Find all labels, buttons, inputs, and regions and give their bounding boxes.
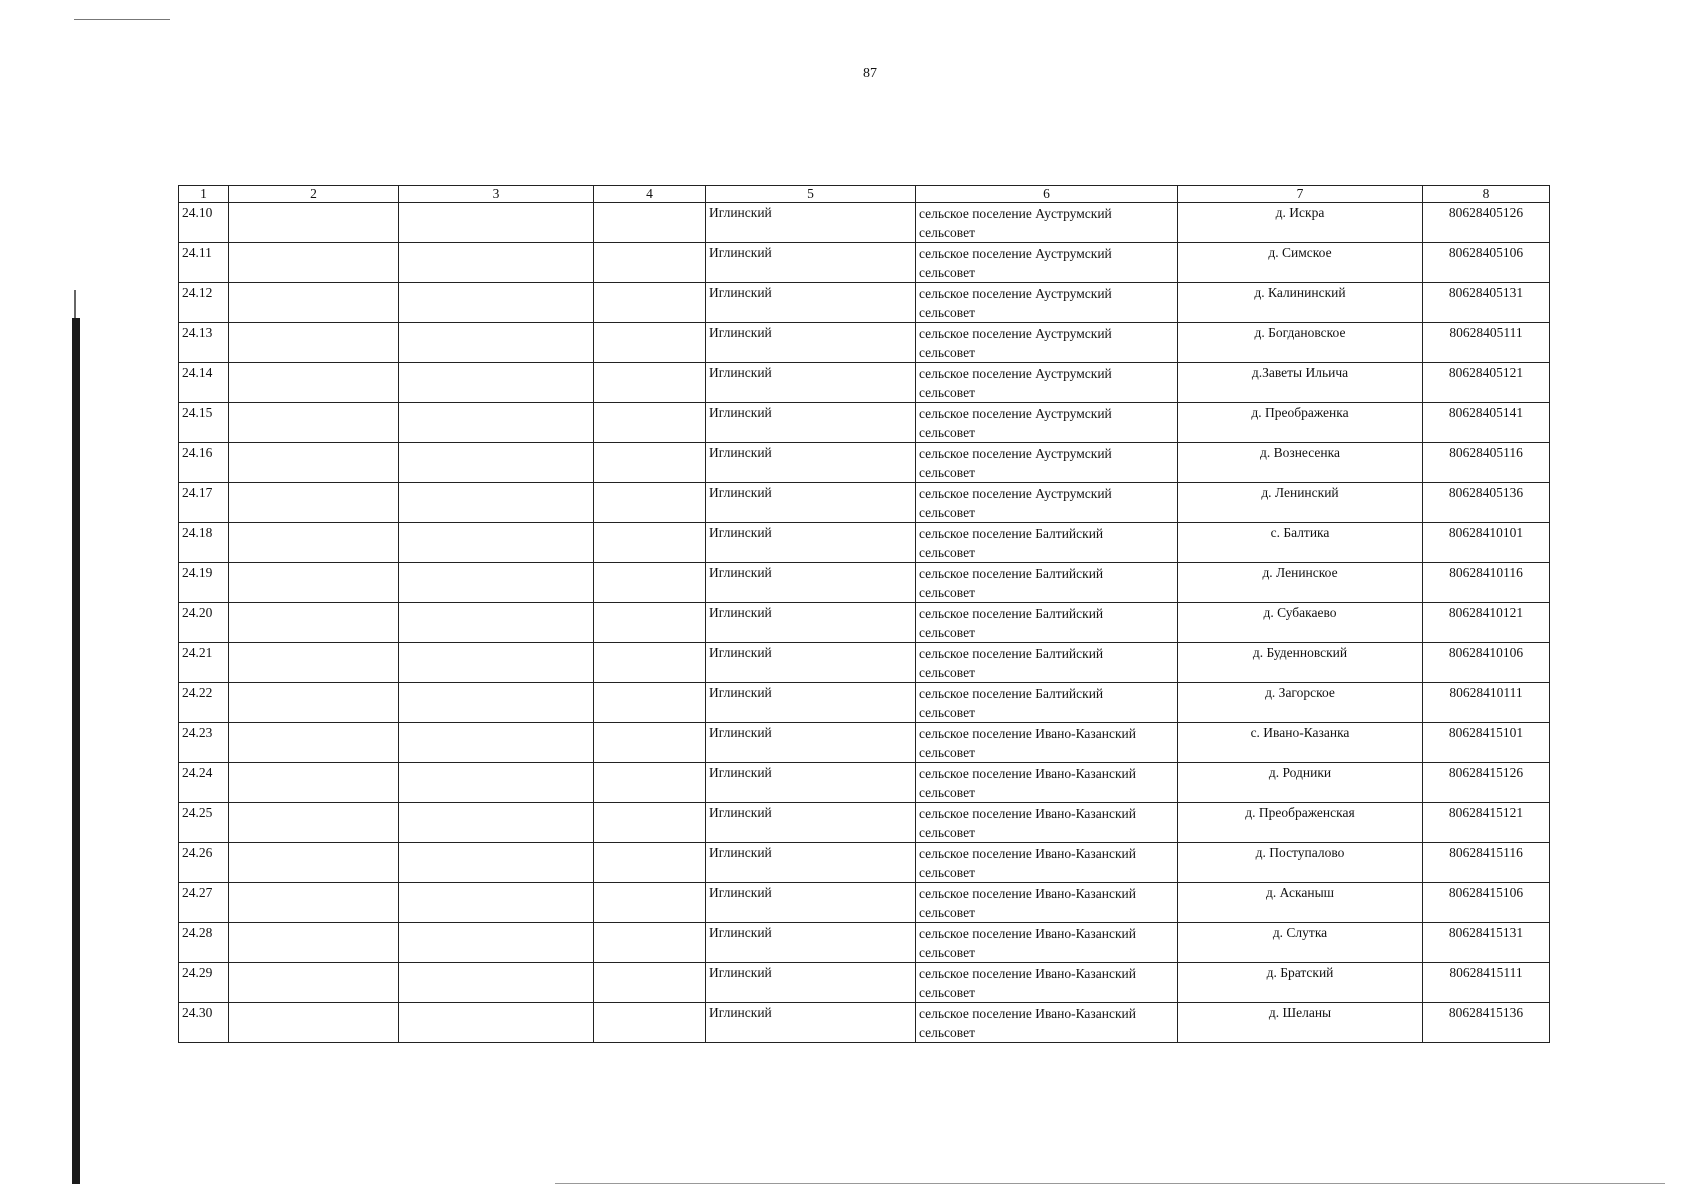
district-cell: Иглинский: [706, 1003, 916, 1043]
settlement-cell: [916, 203, 1178, 243]
settlement-line2: сельсовет: [919, 345, 975, 360]
settlement-line1: сельское поселение Ауструмский: [919, 246, 1112, 261]
settlement-line2: сельсовет: [919, 865, 975, 880]
row-number-cell: 24.14: [179, 363, 229, 403]
locality-cell: д. Субакаево: [1178, 603, 1423, 643]
empty-cell-col4: [594, 883, 706, 923]
district-cell: Иглинский: [706, 883, 916, 923]
empty-cell-col4: [594, 843, 706, 883]
settlement-line1: сельское поселение Ивано-Казанский: [919, 926, 1136, 941]
empty-cell-col4: [594, 803, 706, 843]
settlement-cell: [916, 1003, 1178, 1043]
locality-cell: д. Богдановское: [1178, 323, 1423, 363]
table-row: [179, 643, 1550, 683]
header-cell: 1: [179, 186, 229, 203]
empty-cell-col3: [399, 603, 594, 643]
empty-cell-col4: [594, 523, 706, 563]
header-cell: 8: [1423, 186, 1550, 203]
settlement-line1: сельское поселение Ивано-Казанский: [919, 766, 1136, 781]
table-header-row: [179, 186, 1550, 203]
settlement-line2: сельсовет: [919, 785, 975, 800]
settlement-line1: сельское поселение Ивано-Казанский: [919, 886, 1136, 901]
settlement-line1: сельское поселение Ауструмский: [919, 366, 1112, 381]
code-cell: 80628415111: [1423, 963, 1550, 1003]
row-number-cell: 24.29: [179, 963, 229, 1003]
settlement-cell: [916, 843, 1178, 883]
empty-cell-col4: [594, 563, 706, 603]
table-row: [179, 1003, 1550, 1043]
empty-cell-col3: [399, 883, 594, 923]
table-row: [179, 963, 1550, 1003]
empty-cell-col4: [594, 643, 706, 683]
table-row: [179, 763, 1550, 803]
empty-cell-col4: [594, 283, 706, 323]
empty-cell-col2: [229, 243, 399, 283]
district-cell: Иглинский: [706, 203, 916, 243]
district-cell: Иглинский: [706, 643, 916, 683]
code-cell: 80628405116: [1423, 443, 1550, 483]
settlement-cell: [916, 363, 1178, 403]
locality-cell: д. Буденновский: [1178, 643, 1423, 683]
settlement-line2: сельсовет: [919, 585, 975, 600]
settlement-line2: сельсовет: [919, 305, 975, 320]
code-cell: 80628405141: [1423, 403, 1550, 443]
district-cell: Иглинский: [706, 963, 916, 1003]
settlement-line2: сельсовет: [919, 705, 975, 720]
row-number-cell: 24.26: [179, 843, 229, 883]
code-cell: 80628415116: [1423, 843, 1550, 883]
row-number-cell: 24.19: [179, 563, 229, 603]
code-cell: 80628415136: [1423, 1003, 1550, 1043]
settlement-line2: сельсовет: [919, 465, 975, 480]
empty-cell-col4: [594, 243, 706, 283]
empty-cell-col3: [399, 1003, 594, 1043]
district-cell: Иглинский: [706, 443, 916, 483]
settlement-line1: сельское поселение Ауструмский: [919, 326, 1112, 341]
settlement-cell: [916, 483, 1178, 523]
settlement-line1: сельское поселение Ауструмский: [919, 206, 1112, 221]
empty-cell-col4: [594, 443, 706, 483]
locality-cell: д. Симское: [1178, 243, 1423, 283]
table-row: [179, 363, 1550, 403]
settlement-line2: сельсовет: [919, 945, 975, 960]
scan-top-line: [74, 19, 170, 20]
settlement-cell: [916, 283, 1178, 323]
locality-cell: д. Искра: [1178, 203, 1423, 243]
table-row: [179, 483, 1550, 523]
table-row: [179, 683, 1550, 723]
settlement-line2: сельсовет: [919, 745, 975, 760]
scan-bottom-line: [555, 1183, 1665, 1184]
empty-cell-col2: [229, 283, 399, 323]
settlement-cell: [916, 923, 1178, 963]
header-cell: 4: [594, 186, 706, 203]
empty-cell-col3: [399, 203, 594, 243]
empty-cell-col4: [594, 403, 706, 443]
empty-cell-col4: [594, 603, 706, 643]
settlement-cell: [916, 603, 1178, 643]
settlement-line1: сельское поселение Ивано-Казанский: [919, 846, 1136, 861]
code-cell: 80628415126: [1423, 763, 1550, 803]
empty-cell-col2: [229, 603, 399, 643]
row-number-cell: 24.21: [179, 643, 229, 683]
settlement-line1: сельское поселение Ивано-Казанский: [919, 726, 1136, 741]
district-cell: Иглинский: [706, 363, 916, 403]
settlement-line1: сельское поселение Ауструмский: [919, 286, 1112, 301]
settlement-line1: сельское поселение Ивано-Казанский: [919, 806, 1136, 821]
empty-cell-col2: [229, 723, 399, 763]
code-cell: 80628405131: [1423, 283, 1550, 323]
district-cell: Иглинский: [706, 243, 916, 283]
locality-cell: д. Родники: [1178, 763, 1423, 803]
empty-cell-col2: [229, 803, 399, 843]
empty-cell-col2: [229, 683, 399, 723]
locality-cell: д. Загорское: [1178, 683, 1423, 723]
locality-cell: д. Шеланы: [1178, 1003, 1423, 1043]
data-table: [178, 185, 1550, 1043]
locality-cell: д. Калининский: [1178, 283, 1423, 323]
row-number-cell: 24.12: [179, 283, 229, 323]
table-row: [179, 523, 1550, 563]
code-cell: 80628410116: [1423, 563, 1550, 603]
row-number-cell: 24.30: [179, 1003, 229, 1043]
settlement-cell: [916, 323, 1178, 363]
empty-cell-col4: [594, 963, 706, 1003]
settlement-line2: сельсовет: [919, 265, 975, 280]
empty-cell-col2: [229, 1003, 399, 1043]
district-cell: Иглинский: [706, 323, 916, 363]
locality-cell: с. Балтика: [1178, 523, 1423, 563]
empty-cell-col3: [399, 963, 594, 1003]
empty-cell-col2: [229, 443, 399, 483]
table-row: [179, 283, 1550, 323]
row-number-cell: 24.24: [179, 763, 229, 803]
row-number-cell: 24.20: [179, 603, 229, 643]
empty-cell-col4: [594, 323, 706, 363]
empty-cell-col2: [229, 963, 399, 1003]
code-cell: 80628405106: [1423, 243, 1550, 283]
header-cell: 2: [229, 186, 399, 203]
empty-cell-col4: [594, 723, 706, 763]
settlement-line1: сельское поселение Ауструмский: [919, 446, 1112, 461]
settlement-cell: [916, 443, 1178, 483]
settlement-line2: сельсовет: [919, 545, 975, 560]
empty-cell-col3: [399, 243, 594, 283]
locality-cell: д. Слутка: [1178, 923, 1423, 963]
district-cell: Иглинский: [706, 283, 916, 323]
settlement-cell: [916, 243, 1178, 283]
settlement-line1: сельское поселение Ивано-Казанский: [919, 966, 1136, 981]
settlement-line1: сельское поселение Балтийский: [919, 566, 1104, 581]
settlement-cell: [916, 963, 1178, 1003]
empty-cell-col3: [399, 683, 594, 723]
settlement-cell: [916, 643, 1178, 683]
code-cell: 80628415131: [1423, 923, 1550, 963]
header-cell: 7: [1178, 186, 1423, 203]
row-number-cell: 24.16: [179, 443, 229, 483]
empty-cell-col3: [399, 443, 594, 483]
table-row: [179, 803, 1550, 843]
row-number-cell: 24.15: [179, 403, 229, 443]
district-cell: Иглинский: [706, 603, 916, 643]
settlement-line1: сельское поселение Балтийский: [919, 686, 1104, 701]
district-cell: Иглинский: [706, 523, 916, 563]
empty-cell-col3: [399, 643, 594, 683]
empty-cell-col2: [229, 763, 399, 803]
empty-cell-col2: [229, 203, 399, 243]
district-cell: Иглинский: [706, 483, 916, 523]
settlement-line2: сельсовет: [919, 385, 975, 400]
table-row: [179, 923, 1550, 963]
settlement-line2: сельсовет: [919, 905, 975, 920]
settlement-line2: сельсовет: [919, 625, 975, 640]
code-cell: 80628410121: [1423, 603, 1550, 643]
code-cell: 80628405121: [1423, 363, 1550, 403]
row-number-cell: 24.25: [179, 803, 229, 843]
settlement-line2: сельсовет: [919, 425, 975, 440]
empty-cell-col2: [229, 923, 399, 963]
table-row: [179, 403, 1550, 443]
code-cell: 80628410111: [1423, 683, 1550, 723]
settlement-cell: [916, 563, 1178, 603]
empty-cell-col3: [399, 403, 594, 443]
district-cell: Иглинский: [706, 683, 916, 723]
empty-cell-col3: [399, 323, 594, 363]
header-cell: 5: [706, 186, 916, 203]
locality-cell: д. Братский: [1178, 963, 1423, 1003]
table-row: [179, 243, 1550, 283]
code-cell: 80628405136: [1423, 483, 1550, 523]
table-row: [179, 443, 1550, 483]
empty-cell-col2: [229, 883, 399, 923]
settlement-cell: [916, 803, 1178, 843]
header-cell: 6: [916, 186, 1178, 203]
empty-cell-col2: [229, 403, 399, 443]
locality-cell: д. Асканыш: [1178, 883, 1423, 923]
district-cell: Иглинский: [706, 923, 916, 963]
code-cell: 80628410106: [1423, 643, 1550, 683]
empty-cell-col2: [229, 363, 399, 403]
header-cell: 3: [399, 186, 594, 203]
district-cell: Иглинский: [706, 763, 916, 803]
empty-cell-col2: [229, 563, 399, 603]
row-number-cell: 24.11: [179, 243, 229, 283]
settlement-line2: сельсовет: [919, 1025, 975, 1040]
settlement-cell: [916, 403, 1178, 443]
code-cell: 80628415106: [1423, 883, 1550, 923]
empty-cell-col3: [399, 283, 594, 323]
empty-cell-col3: [399, 563, 594, 603]
row-number-cell: 24.27: [179, 883, 229, 923]
code-cell: 80628405126: [1423, 203, 1550, 243]
page-number: 87: [863, 66, 877, 81]
locality-cell: с. Ивано-Казанка: [1178, 723, 1423, 763]
settlement-line2: сельсовет: [919, 825, 975, 840]
settlement-line1: сельское поселение Балтийский: [919, 606, 1104, 621]
settlement-line1: сельское поселение Балтийский: [919, 646, 1104, 661]
table-row: [179, 563, 1550, 603]
row-number-cell: 24.13: [179, 323, 229, 363]
locality-cell: д. Ленинский: [1178, 483, 1423, 523]
empty-cell-col2: [229, 523, 399, 563]
empty-cell-col2: [229, 843, 399, 883]
code-cell: 80628415101: [1423, 723, 1550, 763]
locality-cell: д. Ленинское: [1178, 563, 1423, 603]
locality-cell: д. Преображенка: [1178, 403, 1423, 443]
row-number-cell: 24.22: [179, 683, 229, 723]
settlement-line1: сельское поселение Ауструмский: [919, 406, 1112, 421]
district-cell: Иглинский: [706, 723, 916, 763]
locality-cell: д. Преображенская: [1178, 803, 1423, 843]
settlement-line2: сельсовет: [919, 225, 975, 240]
empty-cell-col4: [594, 763, 706, 803]
empty-cell-col3: [399, 363, 594, 403]
district-cell: Иглинский: [706, 563, 916, 603]
settlement-line2: сельсовет: [919, 665, 975, 680]
code-cell: 80628415121: [1423, 803, 1550, 843]
table-row: [179, 323, 1550, 363]
settlement-cell: [916, 683, 1178, 723]
settlement-cell: [916, 883, 1178, 923]
settlement-line2: сельсовет: [919, 985, 975, 1000]
settlement-line2: сельсовет: [919, 505, 975, 520]
empty-cell-col3: [399, 923, 594, 963]
empty-cell-col3: [399, 843, 594, 883]
row-number-cell: 24.10: [179, 203, 229, 243]
settlement-cell: [916, 723, 1178, 763]
scan-left-edge-bar: [72, 318, 80, 1184]
locality-cell: д. Поступалово: [1178, 843, 1423, 883]
locality-cell: д.Заветы Ильича: [1178, 363, 1423, 403]
empty-cell-col2: [229, 483, 399, 523]
settlement-line1: сельское поселение Балтийский: [919, 526, 1104, 541]
settlement-cell: [916, 763, 1178, 803]
row-number-cell: 24.17: [179, 483, 229, 523]
row-number-cell: 24.23: [179, 723, 229, 763]
empty-cell-col3: [399, 723, 594, 763]
settlement-line1: сельское поселение Ивано-Казанский: [919, 1006, 1136, 1021]
empty-cell-col3: [399, 763, 594, 803]
empty-cell-col3: [399, 483, 594, 523]
district-cell: Иглинский: [706, 803, 916, 843]
table-row: [179, 883, 1550, 923]
district-cell: Иглинский: [706, 843, 916, 883]
empty-cell-col4: [594, 923, 706, 963]
table-row: [179, 723, 1550, 763]
empty-cell-col3: [399, 523, 594, 563]
empty-cell-col4: [594, 483, 706, 523]
empty-cell-col3: [399, 803, 594, 843]
district-cell: Иглинский: [706, 403, 916, 443]
table-row: [179, 603, 1550, 643]
row-number-cell: 24.28: [179, 923, 229, 963]
empty-cell-col2: [229, 643, 399, 683]
locality-cell: д. Вознесенка: [1178, 443, 1423, 483]
empty-cell-col4: [594, 1003, 706, 1043]
empty-cell-col4: [594, 203, 706, 243]
code-cell: 80628405111: [1423, 323, 1550, 363]
settlement-cell: [916, 523, 1178, 563]
code-cell: 80628410101: [1423, 523, 1550, 563]
table-row: [179, 843, 1550, 883]
settlement-line1: сельское поселение Ауструмский: [919, 486, 1112, 501]
empty-cell-col4: [594, 683, 706, 723]
row-number-cell: 24.18: [179, 523, 229, 563]
empty-cell-col4: [594, 363, 706, 403]
table-row: [179, 203, 1550, 243]
empty-cell-col2: [229, 323, 399, 363]
